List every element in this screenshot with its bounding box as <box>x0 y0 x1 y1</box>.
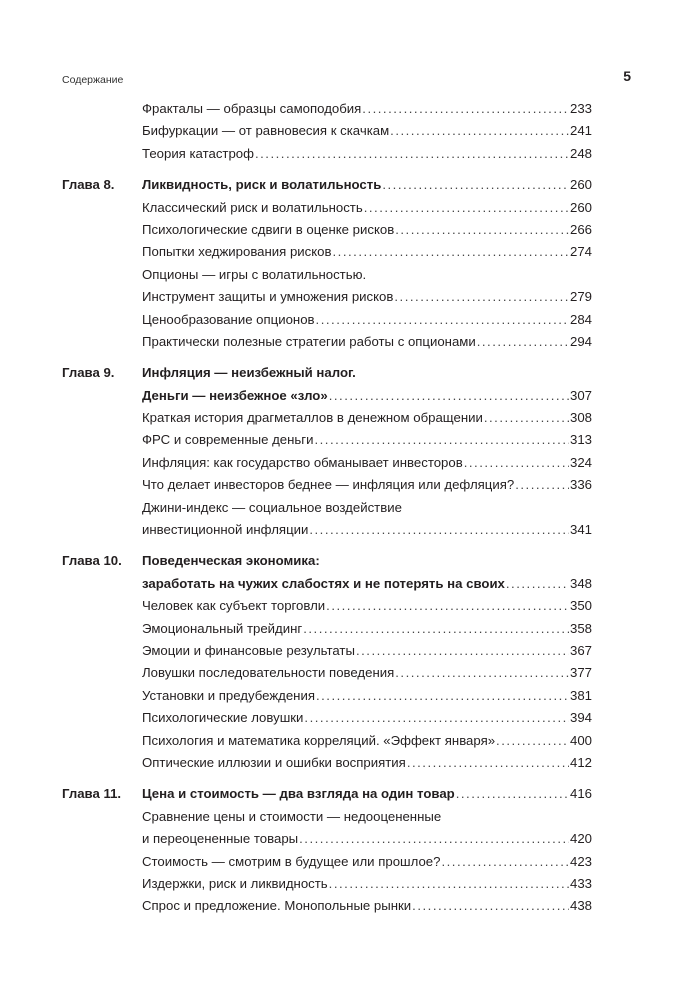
entry-page-number: 394 <box>569 710 592 726</box>
chapter-label: Глава 11. <box>62 786 122 802</box>
toc-entry <box>62 143 592 165</box>
entry-page-number: 420 <box>569 831 592 847</box>
toc-entry <box>62 219 592 241</box>
dot-leader <box>484 407 569 429</box>
chapter-label: Глава 9. <box>62 365 115 381</box>
toc-entry <box>62 640 592 662</box>
toc-entry <box>62 873 592 895</box>
toc-entry <box>62 264 592 286</box>
entry-title: и переоцененные товары <box>142 831 299 847</box>
entry-page-number: 260 <box>569 199 592 215</box>
dot-leader <box>407 752 569 774</box>
entry-line <box>142 662 592 684</box>
entry-page-number: 350 <box>569 598 592 614</box>
entry-line <box>142 618 592 640</box>
entry-title: Психологические сдвиги в оценке рисков <box>142 221 395 237</box>
entry-page-number: 400 <box>569 732 592 748</box>
toc-entry <box>62 474 592 496</box>
entry-page-number: 423 <box>569 853 592 869</box>
dot-leader <box>395 219 569 241</box>
entry-line <box>142 573 592 595</box>
entry-line <box>142 362 592 384</box>
entry-page-number: 381 <box>569 687 592 703</box>
dot-leader <box>395 662 569 684</box>
entry-page-number: 307 <box>569 387 592 403</box>
toc-entry <box>62 197 592 219</box>
entry-line <box>142 783 592 805</box>
dot-leader <box>329 873 569 895</box>
entry-title: Оптические иллюзии и ошибки восприятия <box>142 754 406 770</box>
toc-chapter-entry <box>62 550 592 572</box>
toc-entry <box>62 752 592 774</box>
toc-entry <box>62 895 592 917</box>
entry-line <box>142 640 592 662</box>
entry-page-number: 284 <box>569 311 592 327</box>
entry-page-number: 336 <box>569 477 592 493</box>
entry-page-number: 233 <box>569 101 592 116</box>
entry-page-number: 348 <box>569 575 592 591</box>
entry-line <box>142 851 592 873</box>
entry-line <box>142 331 592 353</box>
entry-page-number: 248 <box>569 145 592 161</box>
entry-title: Инструмент защиты и умножения рисков <box>142 289 394 305</box>
dot-leader <box>316 309 569 331</box>
entry-title: Краткая история драгметаллов в денежном обращении <box>142 410 483 426</box>
dot-leader <box>382 174 569 196</box>
dot-leader <box>364 197 569 219</box>
toc-entry <box>62 385 592 407</box>
entry-page-number: 294 <box>569 333 592 349</box>
entry-title: Ловушки последовательности поведения <box>142 665 395 681</box>
entry-page-number: 260 <box>569 177 592 193</box>
entry-title: Стоимость — смотрим в будущее или прошлое? <box>142 853 441 869</box>
entry-title: Бифуркации — от равновесия к скачкам <box>142 123 390 139</box>
entry-page-number: 274 <box>569 244 592 260</box>
entry-line <box>142 174 592 196</box>
entry-line <box>142 264 592 286</box>
entry-title: Классический риск и волатильность <box>142 199 363 215</box>
entry-title: Инфляция — неизбежный налог. <box>142 365 356 381</box>
toc-entry <box>62 519 592 541</box>
entry-line <box>142 241 592 263</box>
entry-line <box>142 474 592 496</box>
page-header <box>62 68 631 88</box>
entry-line <box>142 873 592 895</box>
entry-page-number: 433 <box>569 875 592 891</box>
entry-page-number: 341 <box>569 522 592 538</box>
toc-entry <box>62 806 592 828</box>
entry-page-number: 412 <box>569 754 592 770</box>
toc-entry <box>62 120 592 142</box>
entry-line <box>142 707 592 729</box>
toc-entry <box>62 407 592 429</box>
toc-entry <box>62 573 592 595</box>
entry-title: Опционы — игры с волатильностью. <box>142 266 367 282</box>
toc-entry <box>62 497 592 519</box>
running-title: Содержание <box>62 74 124 86</box>
entry-line <box>142 452 592 474</box>
entry-line <box>142 550 592 572</box>
entry-title: Психологические ловушки <box>142 710 304 726</box>
toc-entry <box>62 618 592 640</box>
entry-title: Эмоции и финансовые результаты <box>142 642 355 658</box>
toc-entry <box>62 662 592 684</box>
entry-line <box>142 98 592 120</box>
entry-title: Фракталы — образцы самоподобия <box>142 101 362 116</box>
entry-line <box>142 219 592 241</box>
entry-page-number: 438 <box>569 898 592 914</box>
entry-title: заработать на чужих слабостях и не потерять на своих <box>142 575 505 591</box>
chapter-label: Глава 10. <box>62 553 122 569</box>
entry-line <box>142 429 592 451</box>
entry-page-number: 241 <box>569 123 592 139</box>
toc-entry <box>62 309 592 331</box>
toc-entry <box>62 429 592 451</box>
entry-title: Поведенческая экономика: <box>142 553 320 569</box>
dot-leader <box>326 595 569 617</box>
toc-chapter-entry <box>62 783 592 805</box>
entry-page-number: 324 <box>569 454 592 470</box>
dot-leader <box>333 241 569 263</box>
entry-title: Цена и стоимость — два взгляда на один товар <box>142 786 455 802</box>
entry-line <box>142 519 592 541</box>
entry-line <box>142 497 592 519</box>
dot-leader <box>309 519 569 541</box>
entry-line <box>142 197 592 219</box>
toc-entry <box>62 331 592 353</box>
dot-leader <box>477 331 569 353</box>
entry-title: Сравнение цены и стоимости — недооцененные <box>142 808 442 824</box>
dot-leader <box>316 685 569 707</box>
entry-line <box>142 828 592 850</box>
toc-entry <box>62 595 592 617</box>
toc-entry <box>62 98 592 120</box>
toc-entry <box>62 828 592 850</box>
dot-leader <box>329 385 569 407</box>
dot-leader <box>456 783 569 805</box>
dot-leader <box>362 98 569 120</box>
entry-title: Эмоциональный трейдинг <box>142 620 303 636</box>
entry-title: Инфляция: как государство обманывает инвесторов <box>142 454 463 470</box>
entry-title: Спрос и предложение. Монопольные рынки <box>142 898 412 914</box>
entry-page-number: 367 <box>569 642 592 658</box>
entry-line <box>142 595 592 617</box>
entry-title: Человек как субъект торговли <box>142 598 326 614</box>
toc-chapter-entry <box>62 362 592 384</box>
entry-title: инвестиционной инфляции <box>142 522 309 538</box>
dot-leader <box>356 640 569 662</box>
table-of-contents <box>62 98 592 918</box>
entry-title: Теория катастроф <box>142 145 254 161</box>
toc-entry <box>62 452 592 474</box>
toc-entry <box>62 730 592 752</box>
dot-leader <box>412 895 569 917</box>
entry-page-number: 266 <box>569 221 592 237</box>
entry-line <box>142 143 592 165</box>
dot-leader <box>303 618 569 640</box>
entry-line <box>142 120 592 142</box>
page-number: 5 <box>623 68 631 84</box>
dot-leader <box>496 730 569 752</box>
dot-leader <box>441 851 569 873</box>
entry-title: Издержки, риск и ликвидность <box>142 875 328 891</box>
entry-title: ФРС и современные деньги <box>142 432 314 448</box>
entry-title: Деньги — неизбежное «зло» <box>142 387 328 403</box>
toc-entry <box>62 685 592 707</box>
dot-leader <box>299 828 569 850</box>
entry-title: Джини-индекс — социальное воздействие <box>142 499 402 515</box>
entry-title: Попытки хеджирования рисков <box>142 244 332 260</box>
entry-line <box>142 806 592 828</box>
toc-entry <box>62 851 592 873</box>
entry-page-number: 358 <box>569 620 592 636</box>
entry-page-number: 279 <box>569 289 592 305</box>
dot-leader <box>304 707 569 729</box>
entry-line <box>142 752 592 774</box>
dot-leader <box>314 429 569 451</box>
entry-line <box>142 730 592 752</box>
entry-title: Ценообразование опционов <box>142 311 315 327</box>
entry-line <box>142 895 592 917</box>
entry-line <box>142 309 592 331</box>
entry-line <box>142 286 592 308</box>
entry-line <box>142 385 592 407</box>
dot-leader <box>515 474 569 496</box>
entry-title: Что делает инвесторов беднее — инфляция или дефляция? <box>142 477 515 493</box>
toc-entry <box>62 241 592 263</box>
entry-title: Ликвидность, риск и волатильность <box>142 177 382 193</box>
entry-line <box>142 407 592 429</box>
entry-page-number: 377 <box>569 665 592 681</box>
dot-leader <box>394 286 569 308</box>
dot-leader <box>506 573 569 595</box>
toc-entry <box>62 707 592 729</box>
chapter-label: Глава 8. <box>62 177 115 193</box>
dot-leader <box>255 143 569 165</box>
entry-page-number: 416 <box>569 786 592 802</box>
entry-line <box>142 685 592 707</box>
entry-page-number: 313 <box>569 432 592 448</box>
entry-title: Практически полезные стратегии работы с опционами <box>142 333 476 349</box>
dot-leader <box>464 452 569 474</box>
dot-leader <box>390 120 569 142</box>
entry-title: Психология и математика корреляций. «Эффект января» <box>142 732 496 748</box>
toc-entry <box>62 286 592 308</box>
entry-page-number: 308 <box>569 410 592 426</box>
entry-title: Установки и предубеждения <box>142 687 315 703</box>
toc-chapter-entry <box>62 174 592 196</box>
